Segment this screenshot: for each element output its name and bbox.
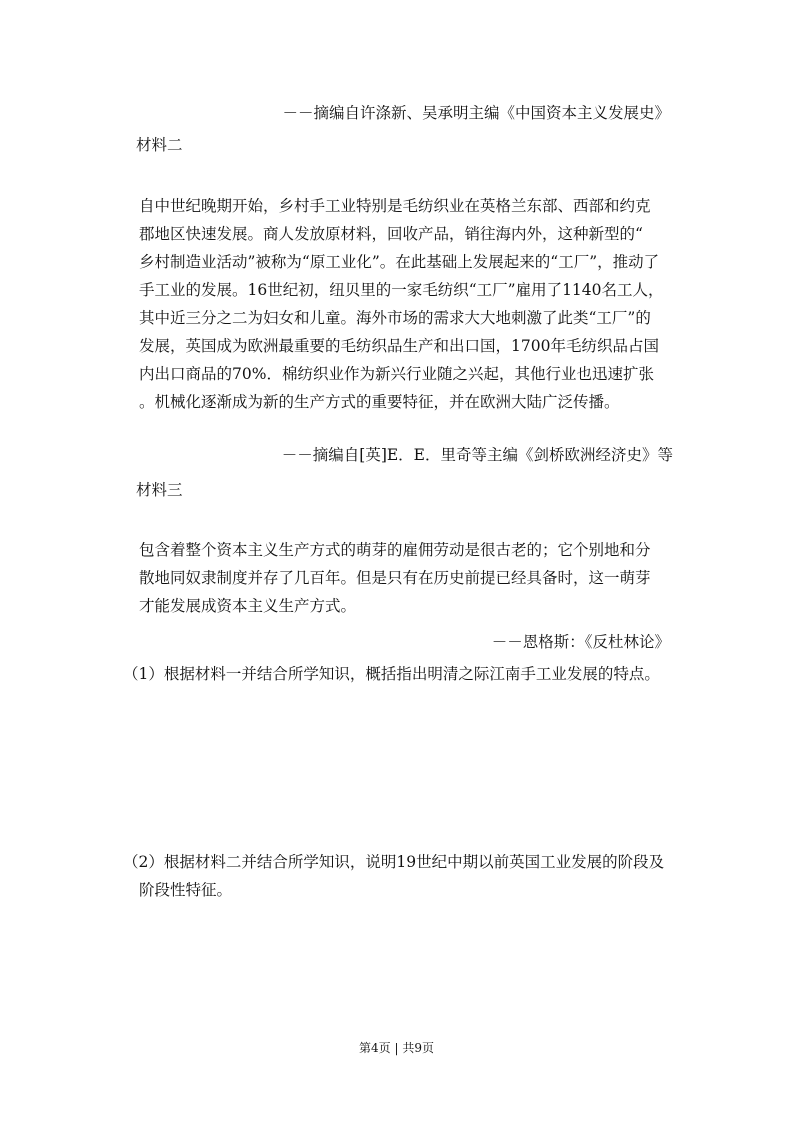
material-2-text (139, 192, 679, 416)
material-2-line: 乡村制造业活动”被称为“原工业化”。在此基础上发展起来的“工厂”，推动了 (139, 253, 660, 271)
question-2-line-1: （2）根据材料二并结合所学知识，说明19世纪中期以前英国工业发展的阶段及 (123, 853, 665, 871)
source-citation-3: －－恩格斯：《反杜林论》 (491, 633, 670, 651)
material-2-heading: 材料二 (136, 136, 183, 154)
material-3-text (139, 536, 679, 620)
source-citation-2: －－摘编自[英]E．E．里奇等主编《剑桥欧洲经济史》等 (281, 446, 673, 464)
material-2-line: 。机械化逐渐成为新的生产方式的重要特征，并在欧洲大陆广泛传播。 (139, 393, 620, 411)
material-3-line: 散地同奴隶制度并存了几百年。但是只有在历史前提已经具备时，这一萌芽 (139, 569, 651, 587)
material-2-line: 自中世纪晚期开始，乡村手工业特别是毛纺织业在英格兰东部、西部和约克 (139, 197, 651, 215)
page-number-footer: 第4页 | 共9页 (359, 1041, 434, 1055)
question-2-line-2: 阶段性特征。 (139, 881, 233, 899)
material-3-line: 才能发展成资本主义生产方式。 (139, 597, 357, 615)
material-2-line: 郡地区快速发展。商人发放原材料，回收产品，销往海内外，这种新型的“ (139, 225, 643, 243)
material-2-line: 手工业的发展。16世纪初，纽贝里的一家毛纺织“工厂”雇用了1140名工人， (139, 281, 664, 299)
source-citation-1: －－摘编自许涤新、吴承明主编《中国资本主义发展史》 (282, 104, 670, 122)
material-3-heading: 材料三 (136, 481, 183, 499)
material-2-line: 其中近三分之二为妇女和儿童。海外市场的需求大大地刺激了此类“工厂”的 (139, 309, 651, 327)
question-1: （1）根据材料一并结合所学知识，概括指出明清之际江南手工业发展的特点。 (123, 665, 660, 683)
material-2-line: 内出口商品的70%．棉纺织业作为新兴行业随之兴起，其他行业也迅速扩张 (139, 365, 654, 383)
material-2-line: 发展，英国成为欧洲最重要的毛纺织品生产和出口国，1700年毛纺织品占国 (139, 337, 659, 355)
material-3-line: 包含着整个资本主义生产方式的萌芽的雇佣劳动是很古老的；它个别地和分 (139, 541, 651, 559)
